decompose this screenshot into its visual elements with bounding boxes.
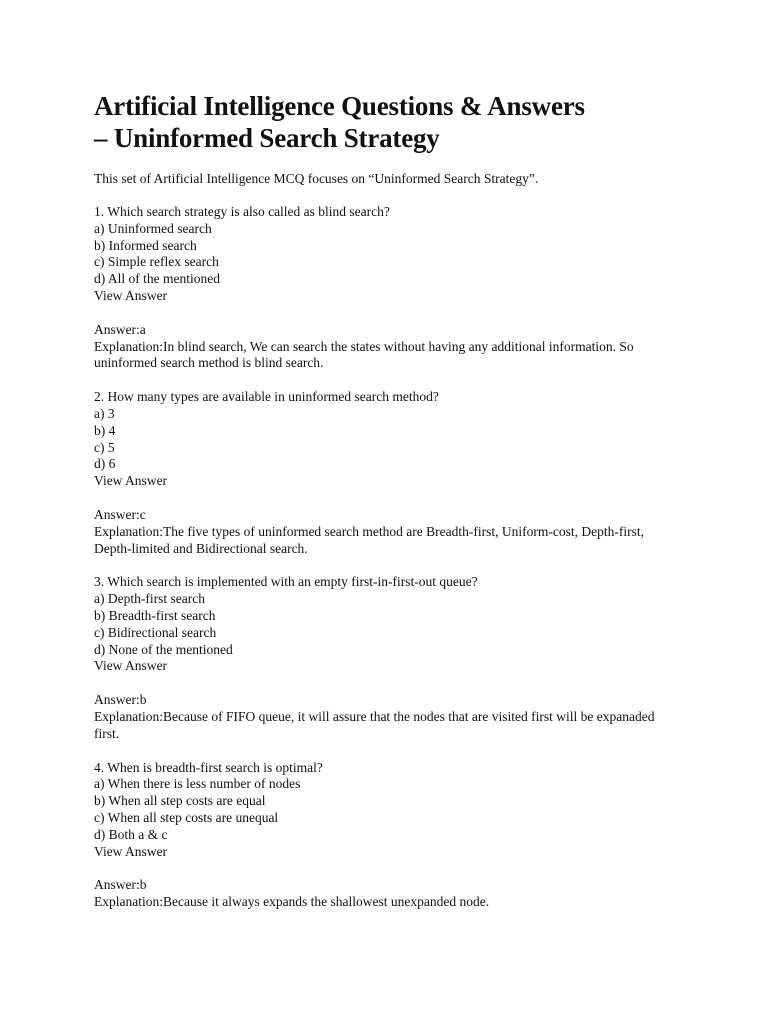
option-a: a) 3 (94, 405, 115, 421)
option-b: b) When all step costs are equal (94, 793, 266, 809)
option-c: c) 5 (94, 439, 115, 455)
document-page (94, 90, 694, 928)
explanation-text: Explanation:In blind search, We can search the states without having any additional information. So uninformed search method is blind search. (94, 338, 634, 371)
question-block-3 (94, 574, 694, 742)
page-title (94, 90, 694, 154)
question-text: 2. How many types are available in uninformed search method? (94, 389, 439, 405)
question-text: 3. Which search is implemented with an empty first-in-first-out queue? (94, 574, 478, 590)
view-answer-link[interactable]: View Answer (94, 473, 168, 489)
option-d: d) 6 (94, 456, 116, 472)
question-text: 4. When is breadth-first search is optimal? (94, 759, 323, 775)
option-d: d) None of the mentioned (94, 641, 233, 657)
question-block-2 (94, 389, 694, 557)
option-b: b) Informed search (94, 237, 197, 253)
view-answer-link[interactable]: View Answer (94, 658, 168, 674)
answer-text: Answer:a (94, 321, 146, 337)
explanation-text: Explanation:Because of FIFO queue, it will assure that the nodes that are visited first will be expanaded first. (94, 708, 655, 741)
view-answer-link[interactable]: View Answer (94, 843, 168, 859)
option-a: a) Uninformed search (94, 220, 212, 236)
explanation-text: Explanation:The five types of uninformed search method are Breadth-first, Uniform-cost, Depth-first, Depth-limited and Bidirectional search. (94, 523, 644, 556)
answer-text: Answer:c (94, 506, 146, 522)
title-line-1: Artificial Intelligence Questions & Answers (94, 91, 585, 121)
question-text: 1. Which search strategy is also called as blind search? (94, 204, 390, 219)
view-answer-link[interactable]: View Answer (94, 287, 168, 303)
option-c: c) When all step costs are unequal (94, 809, 279, 825)
option-b: b) Breadth-first search (94, 607, 216, 623)
option-c: c) Bidirectional search (94, 624, 217, 640)
intro-text: This set of Artificial Intelligence MCQ focuses on “Uninformed Search Strategy”. (94, 171, 539, 186)
option-b: b) 4 (94, 422, 116, 438)
explanation-text: Explanation:Because it always expands the shallowest unexpanded node. (94, 894, 490, 910)
answer-text: Answer:b (94, 692, 147, 708)
title-line-2: – Uninformed Search Strategy (94, 123, 440, 153)
question-block-1 (94, 204, 694, 372)
question-block-4 (94, 760, 694, 911)
option-d: d) All of the mentioned (94, 271, 220, 287)
option-a: a) Depth-first search (94, 591, 205, 607)
option-c: c) Simple reflex search (94, 254, 219, 270)
option-a: a) When there is less number of nodes (94, 776, 301, 792)
option-d: d) Both a & c (94, 826, 168, 842)
answer-text: Answer:b (94, 877, 147, 893)
